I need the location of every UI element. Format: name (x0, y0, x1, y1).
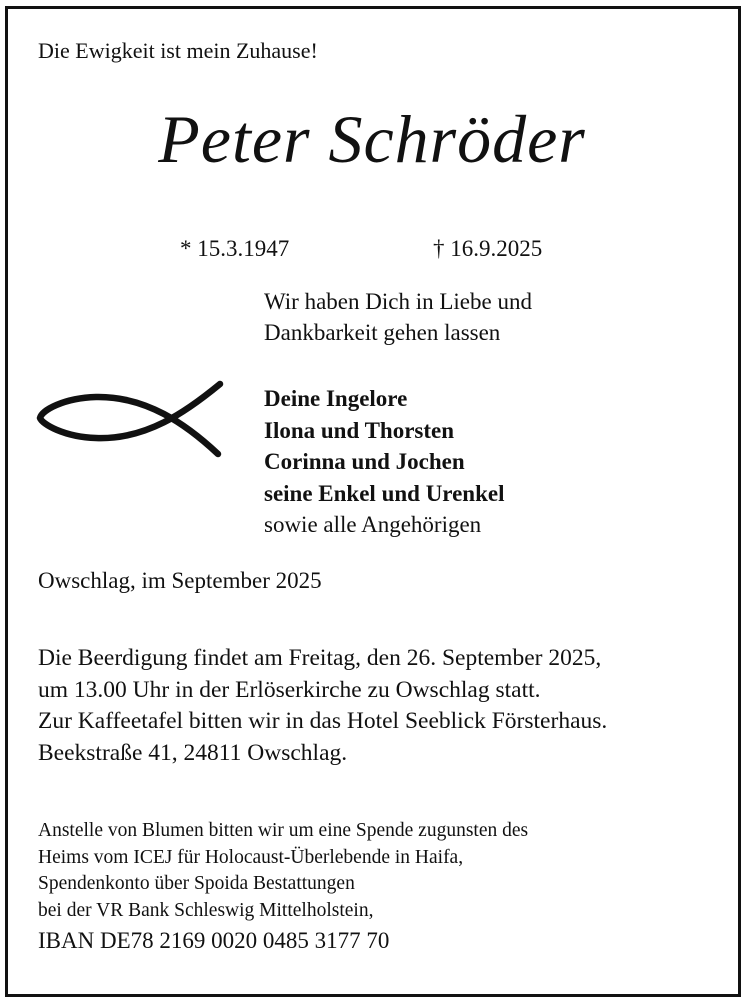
iban: IBAN DE78 2169 0020 0485 3177 70 (38, 928, 390, 953)
mourner-relatives: sowie alle Angehörigen (264, 512, 482, 537)
place-date: Owschlag, im September 2025 (38, 568, 322, 593)
donation-notice (38, 818, 528, 958)
farewell-text (264, 286, 532, 348)
funeral-details (38, 643, 607, 769)
farewell-line: Dankbarkeit gehen lassen (264, 320, 501, 345)
motto: Die Ewigkeit ist mein Zuhause! (38, 38, 318, 63)
mourners-list (264, 383, 505, 541)
funeral-line: Zur Kaffeetafel bitten wir in das Hotel Seeblick Försterhaus. (38, 708, 608, 734)
mourner-line: Ilona und Thorsten (264, 417, 455, 443)
donation-line: Anstelle von Blumen bitten wir um eine Spende zugunsten des (38, 820, 529, 841)
funeral-line: Die Beerdigung findet am Freitag, den 26. September 2025, (38, 645, 602, 671)
mourner-line: Corinna und Jochen (264, 449, 465, 474)
birth-date: * 15.3.1947 (180, 236, 290, 261)
donation-line: bei der VR Bank Schleswig Mittelholstein, (38, 899, 374, 921)
death-date: † 16.9.2025 (433, 236, 543, 261)
funeral-line: Beekstraße 41, 24811 Owschlag. (38, 739, 348, 766)
farewell-line: Wir haben Dich in Liebe und (264, 289, 532, 314)
deceased-name: Peter Schröder (158, 101, 586, 177)
donation-line: Heims vom ICEJ für Holocaust-Überlebende in Haifa, (38, 846, 464, 868)
ichthys-fish-icon (36, 380, 226, 460)
mourner-line: seine Enkel und Urenkel (264, 480, 505, 506)
funeral-line: um 13.00 Uhr in der Erlöserkirche zu Owschlag statt. (38, 676, 541, 703)
mourner-line: Deine Ingelore (264, 386, 408, 411)
donation-line: Spendenkonto über Spoida Bestattungen (38, 873, 355, 894)
